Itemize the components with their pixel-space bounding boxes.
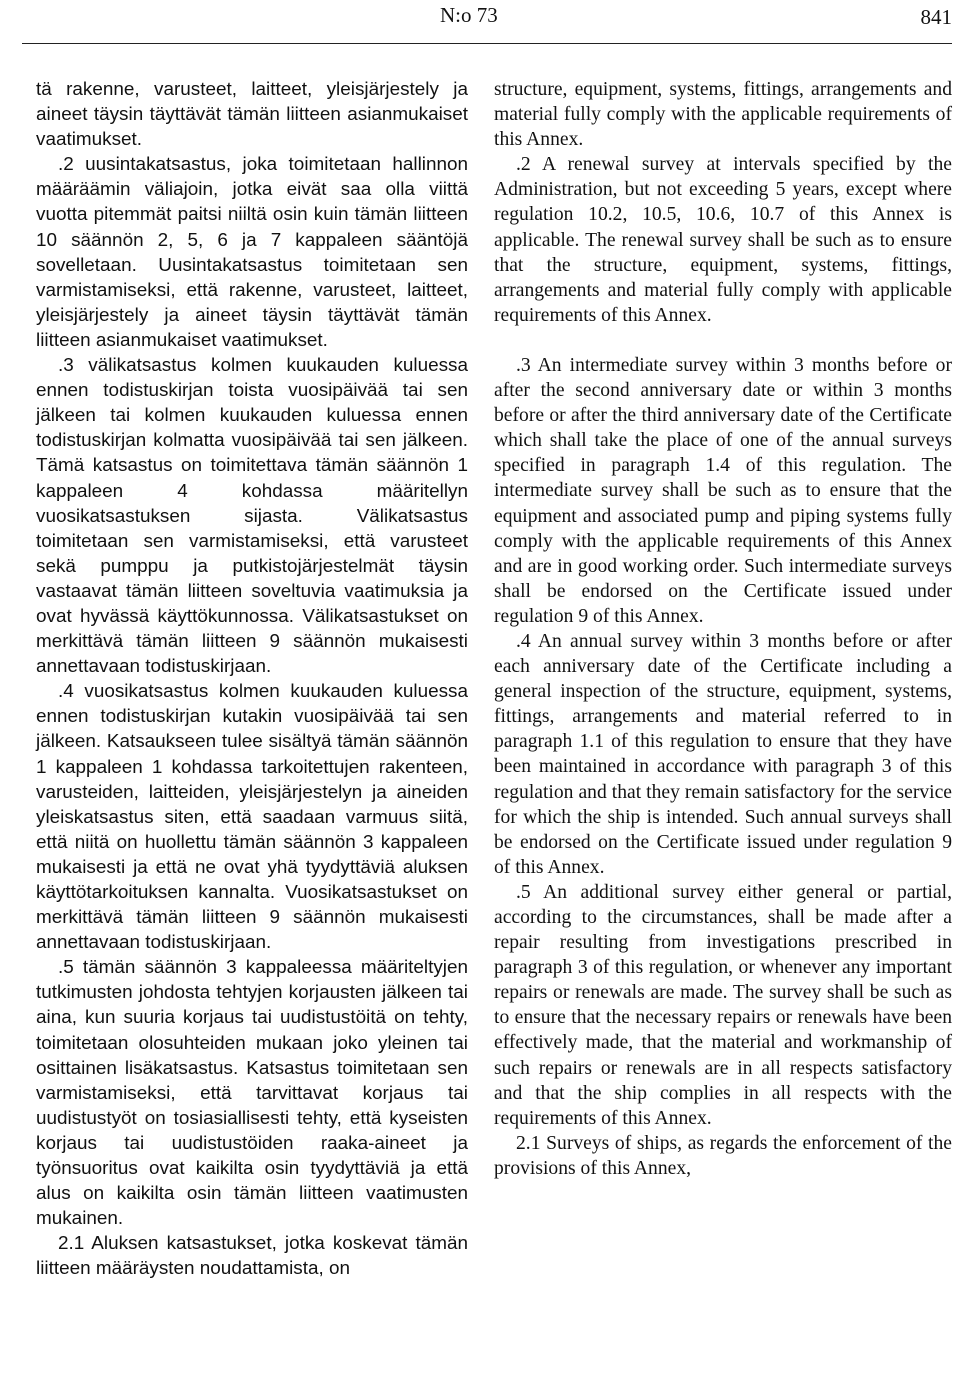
english-paragraph: .5 An additional survey either general or partial, according to the circumstances, shall be made after a repair resulting from investigations prescribed in paragraph 3 of this regulation, or whenever any important repairs or renewals are made. The survey shall be such as to ensure that the necessary repairs or renewals have been effectively made, that the material and workmanship of such repairs or renewals are in all respects satisfactory and that the ship complies in all respects with the requirements of this Annex.: [494, 881, 952, 1129]
english-paragraph: .2 A renewal survey at intervals specified by the Administration, but not exceeding 5 years, except where regulation 10.2, 10.5, 10.6, 10.7 of this Annex is applicable. The renewal survey shall be such as to ensure that the structure, equipment, systems, fittings, arrangements and material fully comply with applicable requirements of this Annex.: [494, 154, 952, 326]
finnish-paragraph: .2 uusintakatsastus, joka toimitetaan hallinnon määräämin väliajoin, jotka eivät saa olla viittä vuotta pitemmät paitsi niiltä osin kuin tämän liitteen 10 säännön 2, 5, 6 ja 7 kappaleen sääntöjä sovelletaan. Uusintakatsastus toimitetaan sen varmistamiseksi, että rakenne, varusteet, laitteet, yleisjärjestely ja aineet täysin täyttävät tämän liitteen asianmukaiset vaatimukset.: [36, 154, 468, 351]
english-paragraph: .4 An annual survey within 3 months before or after each anniversary date of the Certificate including a general inspection of the structure, equipment, systems, fittings, arrangements and material referred to in paragraph 1.1 of this regulation to ensure that they have been maintained in accordance with paragraph 3 of this regulation and that they remain satisfactory for the service for which the ship is intended. Such annual surveys shall be endorsed on the Certificate issued under regulation 9 of this Annex.: [494, 630, 952, 878]
header-rule: [22, 43, 952, 44]
page-header: [0, 0, 960, 44]
finnish-column: [36, 77, 468, 1282]
finnish-paragraph: .5 tämän säännön 3 kappaleessa määriteltyjen tutkimusten johdosta tehtyjen korjausten jälkeen tai aina, kun suuria korjaus tai uudistustöitä on tehty, toimitetaan olosuhteiden mukaan joko yleinen tai osittainen lisäkatsastus. Katsastus toimitetaan sen varmistamiseksi, että tarvittavat korjaus tai uudistustyöt on tosiasiallisesti tehty, että kyseisten korjaus tai uudistustöiden raaka-aineet ja työnsuoritus ovat kaikilta osin tyydyttäviä ja että alus on kaikilta osin tämän liitteen vaatimusten mukainen.: [36, 957, 468, 1230]
english-paragraph: 2.1 Surveys of ships, as regards the enforcement of the provisions of this Annex,: [494, 1132, 952, 1179]
finnish-paragraph: .3 välikatsastus kolmen kuukauden kuluessa ennen todistuskirjan toista vuosipäivää tai sen jälkeen tai kolmen kuukauden kuluessa ennen todistuskirjan kolmatta vuosipäivää tai sen jälkeen. Tämä katsastus on toimitettava tämän säännön 1 kappaleen 4 kohdassa määritellyn vuosikatsastuksen sijasta. Välikatsastus toimitetaan sen varmistamiseksi, että varusteet sekä pumppu ja putkistojärjestelmät täysin vastaavat tämän liitteen soveltuvia vaatimuksia ja ovat hyvässä käyttökunnossa. Välikatsastukset on merkittävä tämän liitteen 9 säännön mukaisesti annettavaan todistuskirjaan.: [36, 355, 468, 678]
english-column: [494, 77, 952, 1181]
finnish-paragraph: tä rakenne, varusteet, laitteet, yleisjärjestely ja aineet täysin täyttävät tämän liitteen asianmukaiset vaatimukset.: [36, 79, 468, 151]
english-paragraph: .3 An intermediate survey within 3 months before or after the second anniversary date or within 3 months before or after the third anniversary date of the Certificate which shall take the place of one of the annual surveys specified in paragraph 1.4 of this regulation. The intermediate survey shall be such as to ensure that the equipment and associated pump and piping systems fully comply with the applicable requirements of this Annex and are in good working order. Such intermediate surveys shall be endorsed on the Certificate issued under regulation 9 of this Annex.: [494, 354, 952, 627]
english-paragraph: structure, equipment, systems, fittings, arrangements and material fully comply with the applicable requirements of this Annex.: [494, 79, 952, 151]
finnish-paragraph: .4 vuosikatsastus kolmen kuukauden kuluessa ennen todistuskirjan kutakin vuosipäivää tai sen jälkeen. Katsaukseen tulee sisältyä tämän säännön 1 kappaleen 1 kohdassa tarkoitettujen rakenteen, varusteiden, laitteiden, yleisjärjestelyn ja aineiden yleiskatsastus siten, että saadaan varmuus siitä, että niitä on huollettu tämän säännön 3 kappaleen mukaisesti ja että ne ovat yhä tyydyttäviä aluksen käyttötarkoituksen kannalta. Vuosikatsastukset on merkittävä tämän liitteen 9 säännön mukaisesti annettavaan todistuskirjaan.: [36, 681, 468, 954]
issue-number: N:o 73: [440, 3, 498, 27]
finnish-paragraph: 2.1 Aluksen katsastukset, jotka koskevat tämän liitteen määräysten noudattamista, on: [36, 1233, 468, 1280]
page-number: 841: [920, 5, 952, 29]
